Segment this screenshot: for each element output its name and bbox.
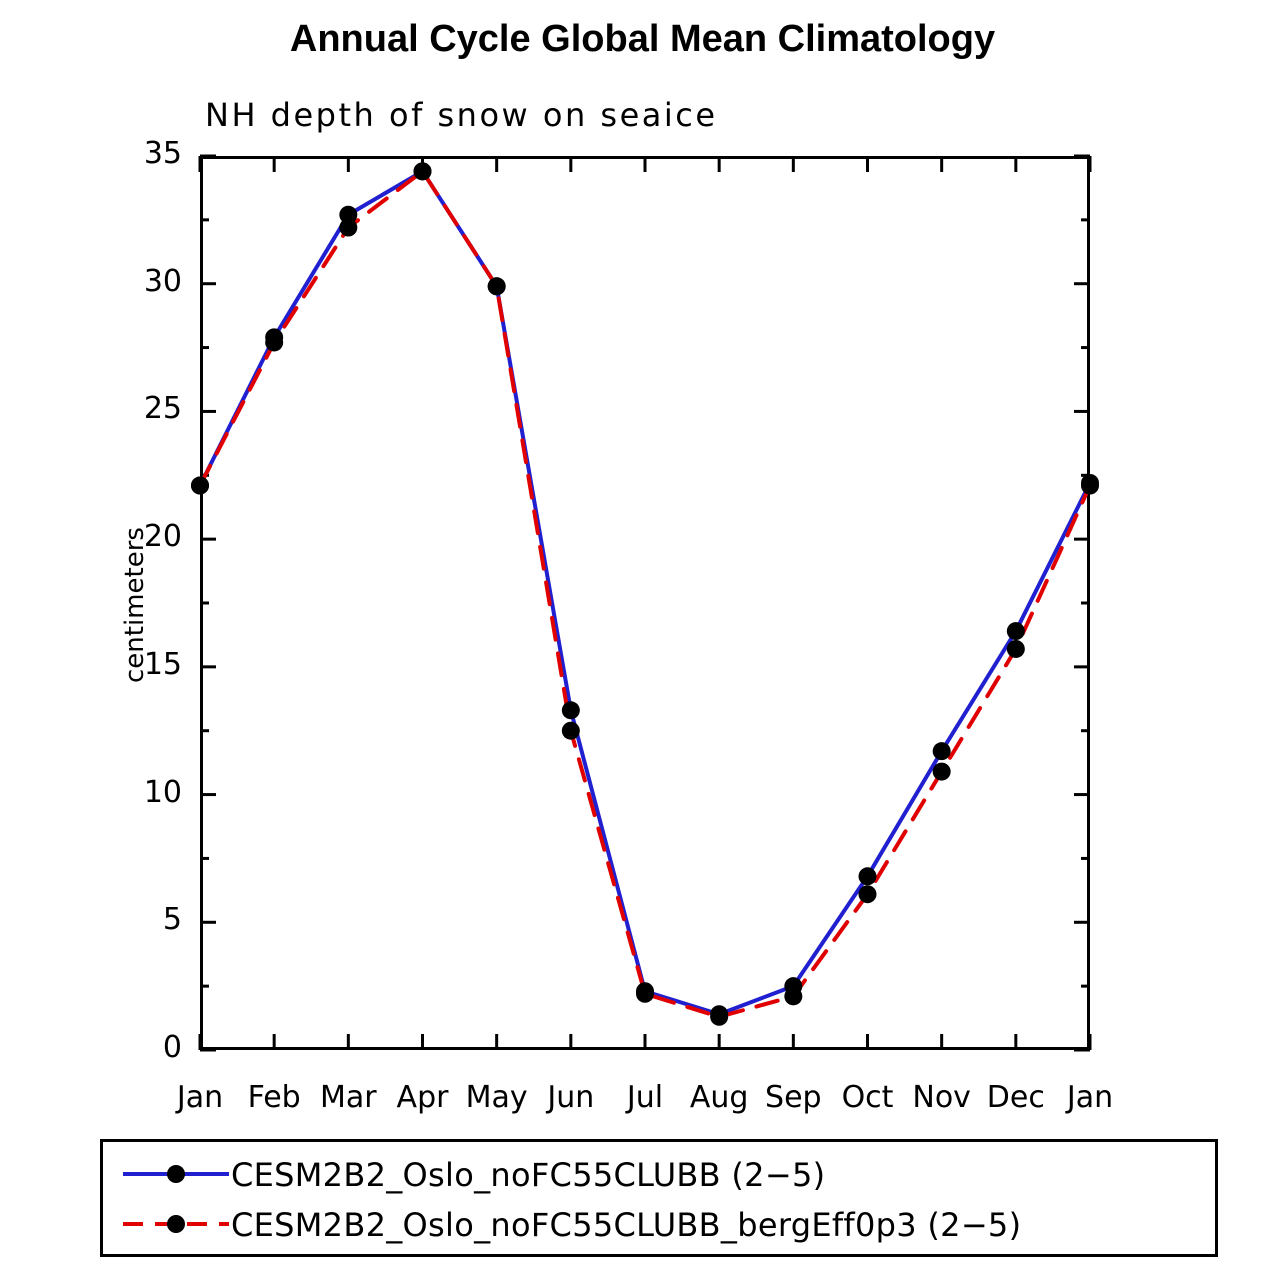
y-tick-label: 15: [143, 646, 182, 682]
x-tick-label: Nov: [912, 1080, 971, 1115]
x-tick-label: Aug: [689, 1080, 749, 1115]
legend-line-sample: [121, 1202, 231, 1246]
x-tick-label: May: [465, 1080, 528, 1115]
x-tick-label: Jan: [1066, 1080, 1114, 1115]
y-tick-label: 30: [143, 263, 182, 299]
y-tick-label: 5: [162, 902, 182, 938]
x-tick-label: Jul: [626, 1080, 664, 1115]
legend-label: CESM2B2_Oslo_noFC55CLUBB_bergEff0p3 (2−5): [231, 1206, 1022, 1244]
y-tick-label: 35: [143, 136, 182, 171]
x-tick-label: Apr: [396, 1080, 449, 1115]
chart-subtitle: NH depth of snow on seaice: [205, 96, 718, 134]
x-tick-label: Jun: [547, 1080, 595, 1115]
x-tick-label: Sep: [765, 1080, 822, 1115]
x-tick-label: Jan: [176, 1080, 224, 1115]
y-tick-label: 10: [143, 774, 182, 810]
y-tick-label: 25: [143, 391, 182, 427]
legend-line-sample: [121, 1152, 231, 1196]
y-axis-label: centimeters: [120, 527, 150, 683]
x-tick-label: Feb: [247, 1080, 301, 1115]
legend-item: [103, 1202, 1215, 1252]
x-tick-label: Dec: [986, 1080, 1045, 1115]
legend-item: [103, 1152, 1215, 1202]
y-tick-label: 0: [162, 1030, 182, 1065]
x-tick-label: Mar: [320, 1080, 377, 1115]
y-tick-label: 20: [143, 519, 182, 555]
legend-label: CESM2B2_Oslo_noFC55CLUBB (2−5): [231, 1156, 826, 1194]
page-title: Annual Cycle Global Mean Climatology: [289, 18, 996, 60]
legend: [100, 1139, 1218, 1257]
x-tick-label: Oct: [841, 1080, 894, 1115]
